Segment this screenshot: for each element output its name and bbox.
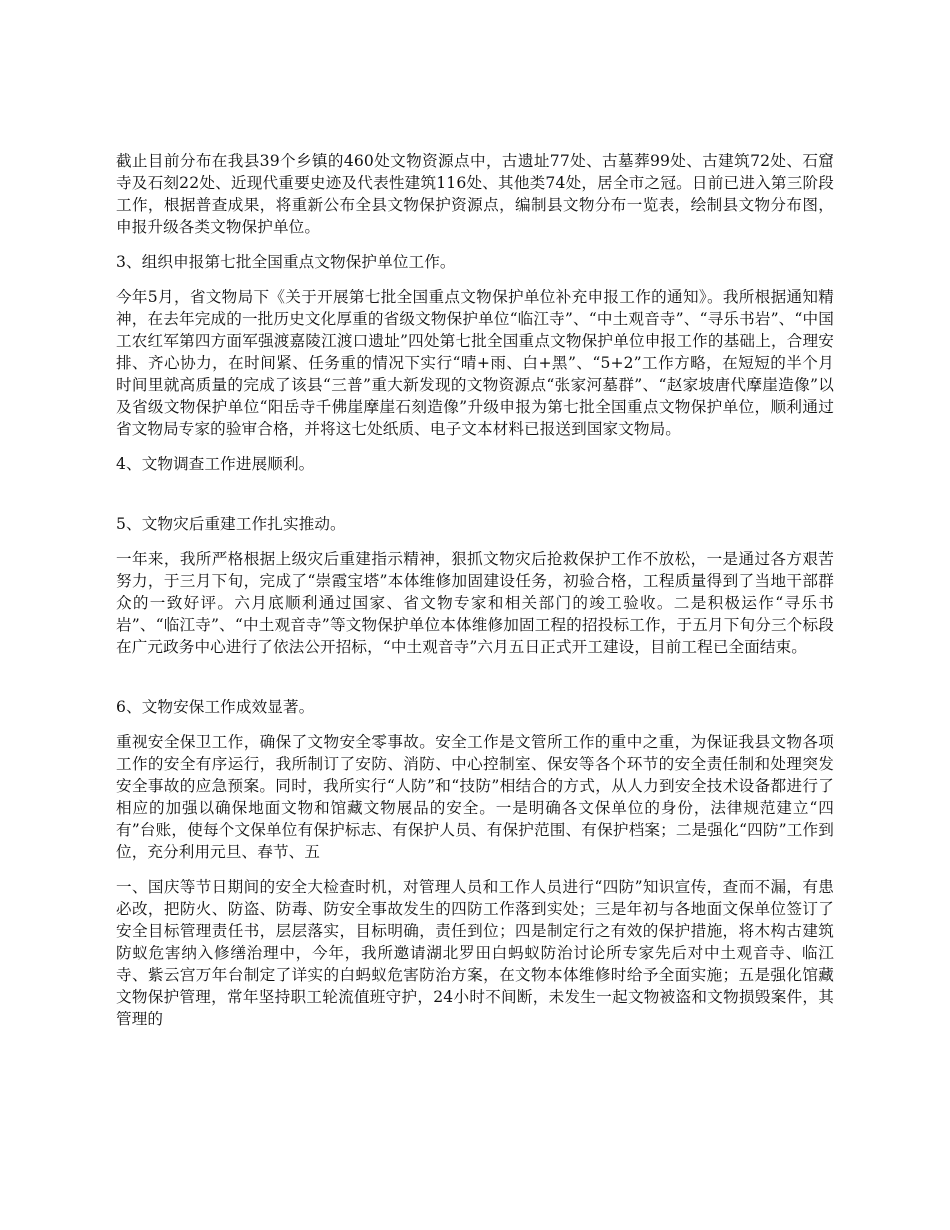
paragraph-reconstruction: 一年来，我所严格根据上级灾后重建指示精神，狠抓文物灾后抢救保护工作不放松，一是通过各方艰苦努力，于三月下旬，完成了“崇霞宝塔”本体维修加固建设任务，初验合格，工程质量得到了当地干部群众的一致好评。六月底顺利通过国家、省文物专家和相关部门的竣工验收。二是积极运作“寻乐书岩”、“临江寺”、“中土观音寺”等文物保护单位本体维修加固工程的招投标工作，于五月下旬分三个标段在广元政务中心进行了依法公开招标，“中土观音寺”六月五日正式开工建设，目前工程已全面结束。 (116, 550, 834, 656)
heading-item-6: 6、文物安保工作成效显著。 (116, 698, 315, 716)
document-page (116, 150, 834, 1030)
paragraph-security-continued: 一、国庆等节日期间的安全大检查时机，对管理人员和工作人员进行“四防”知识宣传，查而不漏，有患必改，把防火、防盗、防毒、防安全事故发生的四防工作落到实处；三是年初与各地面文保单位签订了安全目标管理责任书，层层落实，目标明确，责任到位；四是制定行之有效的保护措施，将木构古建筑防蚁危害纳入修缮治理中，今年，我所邀请湖北罗田白蚂蚁防治讨论所专家先后对中土观音寺、临江寺、紫云宫万年台制定了详实的白蚂蚁危害防治方案，在文物本体维修时给予全面实施；五是强化馆藏文物保护管理，常年坚持职工轮流值班守护，24小时不间断，未发生一起文物被盗和文物损毁案件，其管理的 (116, 878, 834, 1028)
paragraph-survey-results: 截止目前分布在我县39个乡镇的460处文物资源点中，古遗址77处、古墓葬99处、古建筑72处、石窟寺及石刻22处、近现代重要史迹及代表性建筑116处、其他类74处，居全市之冠。日前已进入第三阶段工作，根据普查成果，将重新公布全县文物保护资源点，编制县文物分布一览表，绘制县文物分布图，申报升级各类文物保护单位。 (116, 152, 834, 236)
heading-item-4: 4、文物调查工作进展顺利。 (116, 455, 315, 473)
paragraph-national-application: 今年5月，省文物局下《关于开展第七批全国重点文物保护单位补充申报工作的通知》。我所根据通知精神，在去年完成的一批历史文化厚重的省级文物保护单位“临江寺”、“中土观音寺”、“寻乐书岩”、“中国工农红军第四方面军强渡嘉陵江渡口遗址”四处第七批全国重点文物保护单位申报工作的基础上，合理安排、齐心协力，在时间紧、任务重的情况下实行“晴+雨、白+黑”、“5+2”工作方略，在短短的半个月时间里就高质量的完成了该县“三普”重大新发现的文物资源点“张家河墓群”、“赵家坡唐代摩崖造像”以及省级文物保护单位“阳岳寺千佛崖摩崖石刻造像”升级申报为第七批全国重点文物保护单位，顺利通过省文物局专家的验审合格，并将这七处纸质、电子文本材料已报送到国家文物局。 (116, 288, 834, 438)
heading-item-5: 5、文物灾后重建工作扎实推动。 (116, 515, 346, 533)
paragraph-security: 重视安全保卫工作，确保了文物安全零事故。安全工作是文管所工作的重中之重，为保证我县文物各项工作的安全有序运行，我所制订了安防、消防、中心控制室、保安等各个环节的安全责任制和处理突发安全事故的应急预案。同时，我所实行“人防”和“技防”相结合的方式，从人力到安全技术设备都进行了相应的加强以确保地面文物和馆藏文物展品的安全。一是明确各文保单位的身份，法律规范建立“四有”台账，使每个文保单位有保护标志、有保护人员、有保护范围、有保护档案；二是强化“四防”工作到位，充分利用元旦、春节、五 (116, 733, 834, 861)
heading-item-3: 3、组织申报第七批全国重点文物保护单位工作。 (116, 253, 456, 271)
